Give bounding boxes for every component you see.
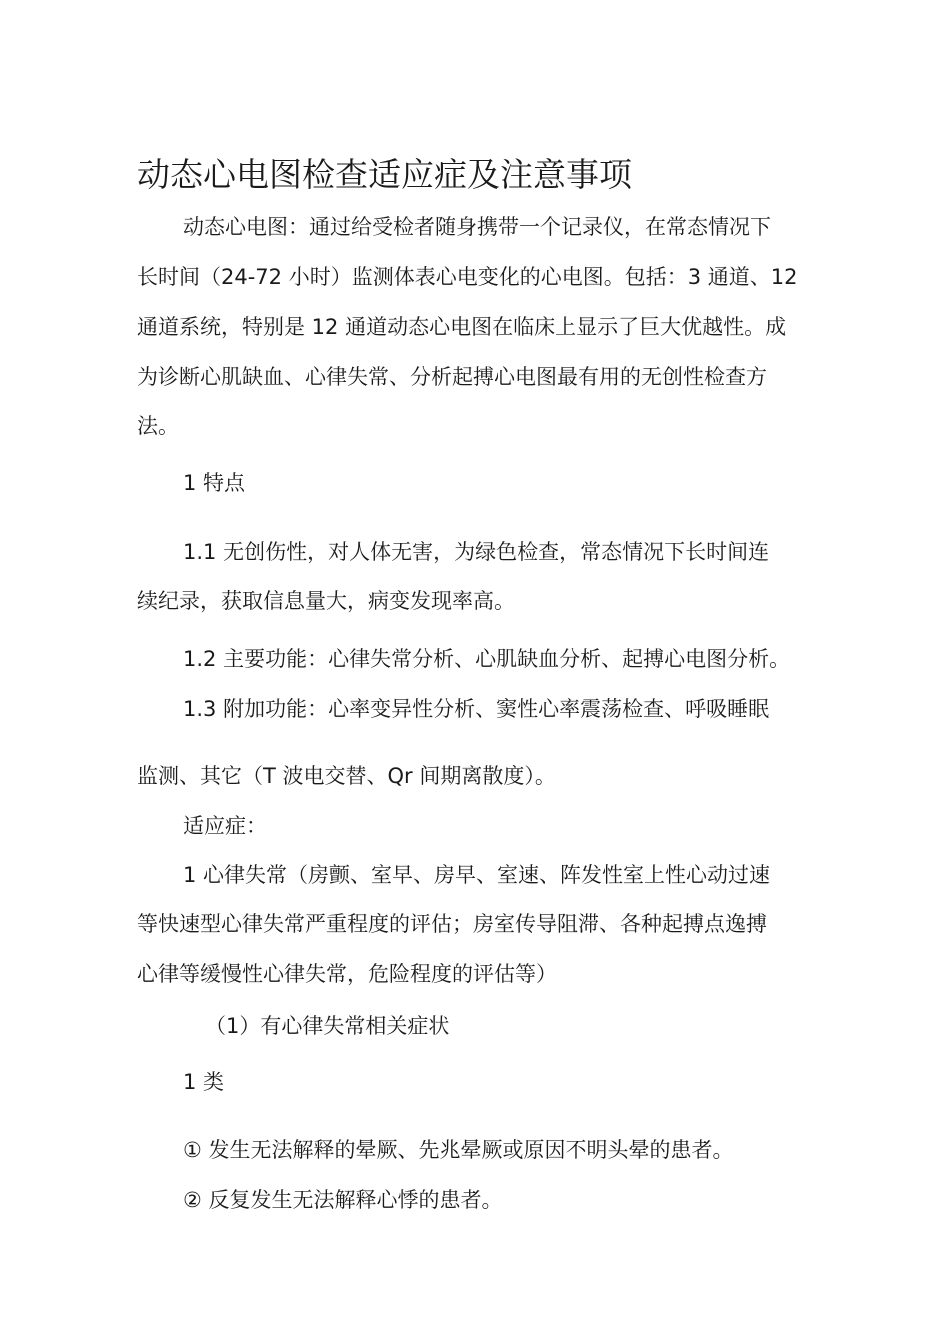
page-title: 动态心电图检查适应症及注意事项 bbox=[137, 155, 632, 194]
list-item: ① 发生无法解释的晕厥、先兆晕厥或原因不明头晕的患者。 bbox=[183, 1138, 734, 1162]
class-heading: 1 类 bbox=[183, 1070, 225, 1094]
feature-1-1-line: 1.1 无创伤性，对人体无害，为绿色检查，常态情况下长时间连 bbox=[183, 540, 770, 564]
intro-line: 为诊断心肌缺血、心律失常、分析起搏心电图最有用的无创性检查方 bbox=[137, 365, 767, 389]
intro-line: 法。 bbox=[137, 414, 179, 438]
intro-line: 动态心电图：通过给受检者随身携带一个记录仪，在常态情况下 bbox=[183, 215, 771, 239]
indications-heading: 适应症： bbox=[183, 814, 267, 838]
sub-item-heading: （1）有心律失常相关症状 bbox=[205, 1014, 450, 1038]
intro-line: 长时间（24-72 小时）监测体表心电变化的心电图。包括：3 通道、12 bbox=[137, 265, 798, 289]
intro-line: 通道系统，特别是 12 通道动态心电图在临床上显示了巨大优越性。成 bbox=[137, 315, 787, 339]
section-heading-features: 1 特点 bbox=[183, 471, 246, 495]
feature-1-1-line: 续纪录，获取信息量大，病变发现率高。 bbox=[137, 589, 515, 613]
feature-1-3-line: 1.3 附加功能：心率变异性分析、窦性心率震荡检查、呼吸睡眠 bbox=[183, 697, 770, 721]
indication-1-line: 1 心律失常（房颤、室早、房早、室速、阵发性室上性心动过速 bbox=[183, 863, 771, 887]
indication-1-line: 等快速型心律失常严重程度的评估；房室传导阻滞、各种起搏点逸搏 bbox=[137, 912, 767, 936]
list-item: ② 反复发生无法解释心悸的患者。 bbox=[183, 1188, 503, 1212]
indication-1-line: 心律等缓慢性心律失常，危险程度的评估等） bbox=[137, 962, 557, 986]
feature-1-2: 1.2 主要功能：心律失常分析、心肌缺血分析、起搏心电图分析。 bbox=[183, 647, 791, 671]
feature-1-3-line: 监测、其它（T 波电交替、Qr 间期离散度）。 bbox=[137, 764, 556, 788]
